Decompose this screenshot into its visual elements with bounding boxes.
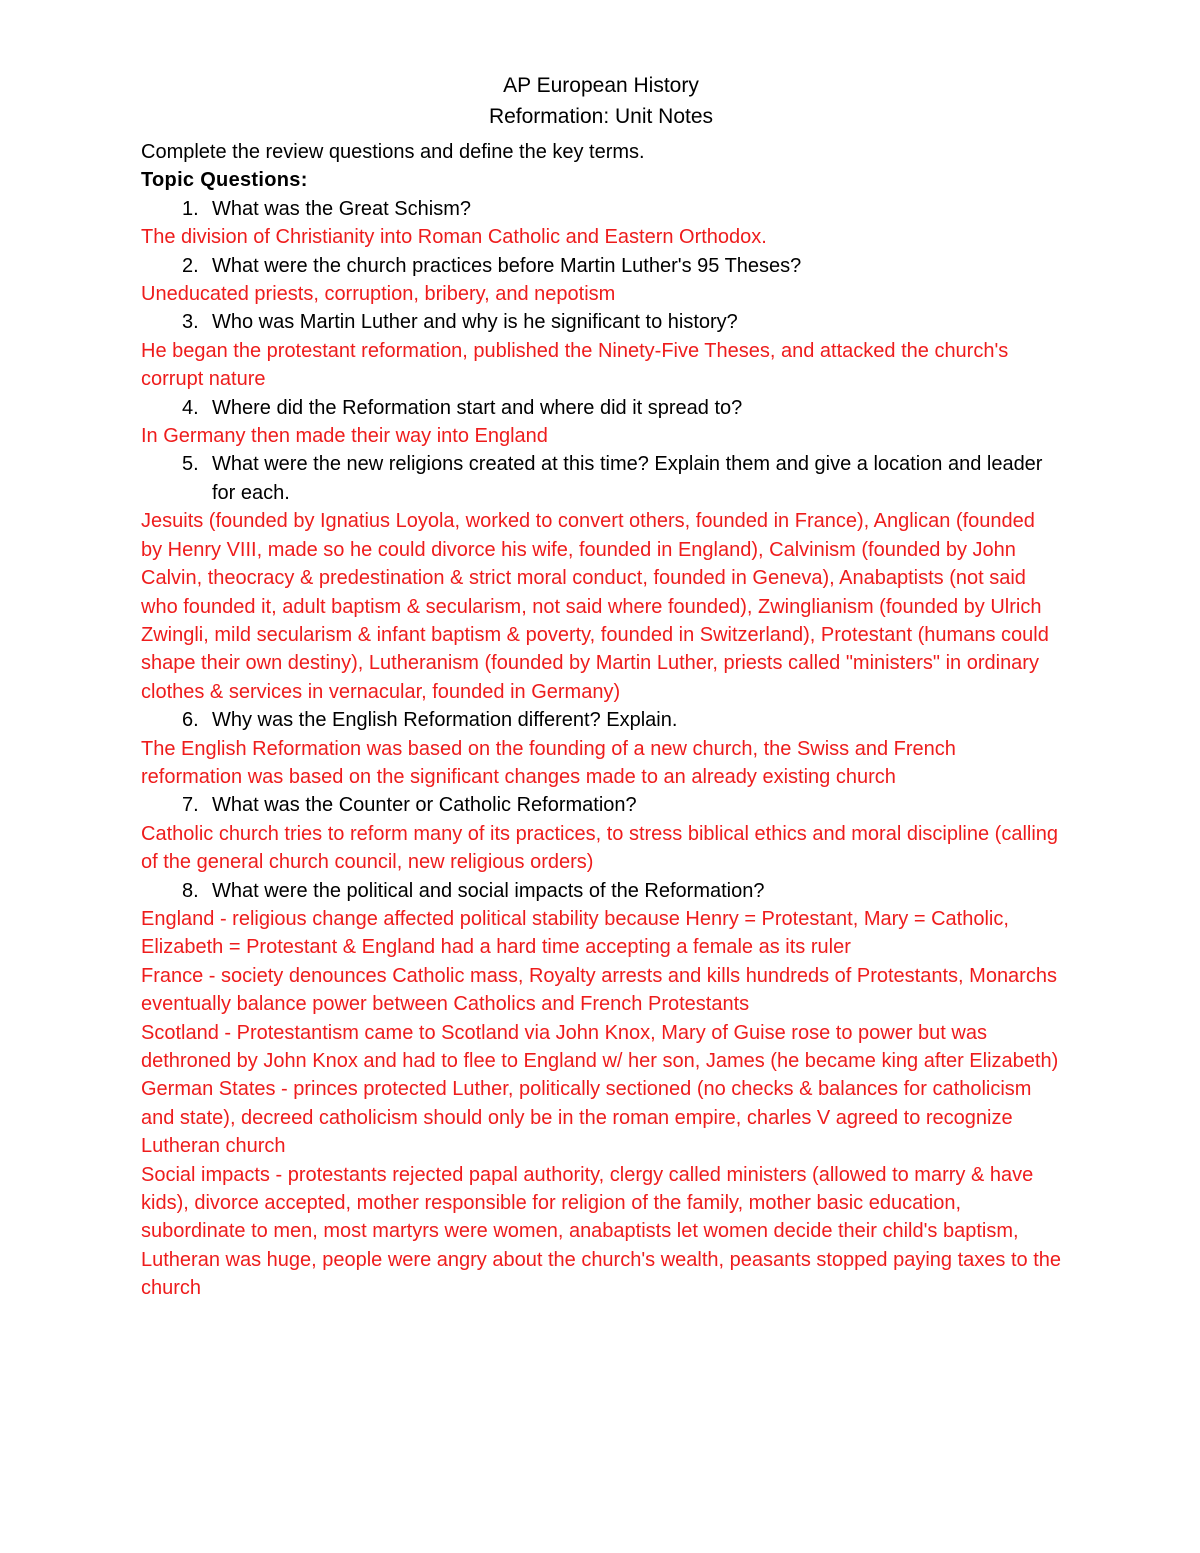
question-8 <box>141 877 1061 905</box>
answer-2: Uneducated priests, corruption, bribery, and nepotism <box>141 283 616 306</box>
answer-3: He began the protestant reformation, published the Ninety-Five Theses, and attacked the church's corrupt nature <box>141 339 1009 391</box>
answer-8-german-states: German States - princes protected Luther, politically sectioned (no checks & balances for catholicism and state), decreed catholicism should only be in the roman empire, charles V agreed to recognize Lutheran church <box>141 1078 1032 1158</box>
question-number: 3. <box>182 311 199 334</box>
question-7 <box>141 791 1061 819</box>
question-number: 4. <box>182 396 199 419</box>
question-text: What were the new religions created at this time? Explain them and give a location and leader for each. <box>212 453 1043 504</box>
question-text: What were the political and social impacts of the Reformation? <box>212 879 765 902</box>
question-text: What was the Counter or Catholic Reformation? <box>212 794 637 817</box>
answer-4: In Germany then made their way into England <box>141 425 548 448</box>
question-number: 8. <box>182 879 199 902</box>
question-number: 2. <box>182 254 199 277</box>
question-4 <box>141 394 1061 422</box>
answer-1: The division of Christianity into Roman Catholic and Eastern Orthodox. <box>141 226 767 249</box>
question-number: 5. <box>182 453 199 476</box>
question-text: Who was Martin Luther and why is he significant to history? <box>212 311 738 334</box>
answer-8-social-impacts: Social impacts - protestants rejected papal authority, clergy called ministers (allowed to marry & have kids), divorce accepted, mother responsible for religion of the family, mother basic education, subordinate to men, most martyrs were women, anabaptists let women decide their child's baptism, Lutheran was huge, people were angry about the church's wealth, peasants stopped paying taxes to the church <box>141 1163 1061 1300</box>
answer-8-scotland: Scotland - Protestantism came to Scotland via John Knox, Mary of Guise rose to power but was dethroned by John Knox and had to flee to England w/ her son, James (he became king after Elizabeth) <box>141 1021 1059 1072</box>
question-6 <box>141 706 1061 734</box>
question-2 <box>141 252 1061 280</box>
question-text: What were the church practices before Martin Luther's 95 Theses? <box>212 254 802 277</box>
answer-8-england: England - religious change affected political stability because Henry = Protestant, Mary = Catholic, Elizabeth = Protestant & England had a hard time accepting a female as its ruler <box>141 907 1009 959</box>
course-title: AP European History <box>503 74 699 97</box>
answer-5: Jesuits (founded by Ignatius Loyola, worked to convert others, founded in France), Anglican (founded by Henry VIII, made so he could divorce his wife, founded in England), Calvinism (founded by John Calvin, theocracy & predestination & strict moral conduct, founded in Geneva), Anabaptists (not said who founded it, adult baptism & secularism, not said where founded), Zwinglianism (founded by Ulrich Zwingli, mild secularism & infant baptism & poverty, founded in Switzerland), Protestant (humans could shape their own destiny), Lutheranism (founded by Martin Luther, priests called "ministers" in ordinary clothes & services in vernacular, founded in Germany) <box>141 510 1049 703</box>
question-text: Why was the English Reformation different? Explain. <box>212 709 678 732</box>
question-number: 7. <box>182 794 199 817</box>
instructions: Complete the review questions and define the key terms. <box>141 141 645 163</box>
question-3 <box>141 308 1061 336</box>
answer-7: Catholic church tries to reform many of its practices, to stress biblical ethics and moral discipline (calling of the general church council, new religious orders) <box>141 822 1059 874</box>
question-text: What was the Great Schism? <box>212 197 471 220</box>
question-1 <box>141 195 1061 223</box>
question-number: 1. <box>182 197 199 220</box>
document-page <box>141 70 1061 1303</box>
question-text: Where did the Reformation start and where did it spread to? <box>212 396 743 419</box>
unit-title: Reformation: Unit Notes <box>488 105 714 128</box>
topic-questions-heading: Topic Questions: <box>141 169 308 192</box>
question-5 <box>141 450 1061 507</box>
answer-6: The English Reformation was based on the founding of a new church, the Swiss and French reformation was based on the significant changes made to an already existing church <box>141 737 956 788</box>
question-number: 6. <box>182 709 199 732</box>
answer-8-france: France - society denounces Catholic mass, Royalty arrests and kills hundreds of Protestants, Monarchs eventually balance power between Catholics and French Protestants <box>141 964 1057 1016</box>
